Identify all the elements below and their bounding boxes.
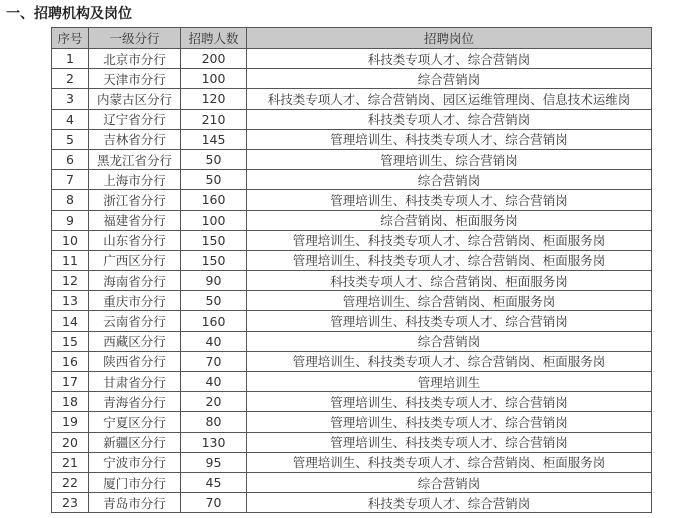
table-row xyxy=(52,190,652,210)
table-row xyxy=(52,250,652,270)
row-positions: 管理培训生、科技类专项人才、综合营销岗、柜面服务岗 xyxy=(247,351,652,371)
table-row xyxy=(52,49,652,69)
row-index: 9 xyxy=(52,210,89,230)
row-branch: 宁夏区分行 xyxy=(89,412,181,432)
header-index: 序号 xyxy=(52,28,89,49)
row-positions: 管理培训生、科技类专项人才、综合营销岗、柜面服务岗 xyxy=(247,250,652,270)
row-positions: 管理培训生、科技类专项人才、综合营销岗 xyxy=(247,432,652,452)
table-header-row xyxy=(52,28,652,49)
table-row xyxy=(52,89,652,109)
table-row xyxy=(52,129,652,149)
table-row xyxy=(52,170,652,190)
table-row xyxy=(52,372,652,392)
row-index: 11 xyxy=(52,250,89,270)
row-index: 2 xyxy=(52,69,89,89)
row-index: 3 xyxy=(52,89,89,109)
row-index: 8 xyxy=(52,190,89,210)
row-count: 95 xyxy=(181,452,247,472)
table-row xyxy=(52,271,652,291)
row-positions: 管理培训生、综合营销岗 xyxy=(247,149,652,169)
row-count: 150 xyxy=(181,250,247,270)
row-positions: 科技类专项人才、综合营销岗、园区运维管理岗、信息技术运维岗 xyxy=(247,89,652,109)
row-branch: 福建省分行 xyxy=(89,210,181,230)
row-count: 160 xyxy=(181,190,247,210)
row-count: 80 xyxy=(181,412,247,432)
row-branch: 宁波市分行 xyxy=(89,452,181,472)
row-branch: 陕西省分行 xyxy=(89,351,181,371)
row-count: 40 xyxy=(181,372,247,392)
row-positions: 管理培训生、科技类专项人才、综合营销岗 xyxy=(247,190,652,210)
row-branch: 青海省分行 xyxy=(89,392,181,412)
row-positions: 综合营销岗 xyxy=(247,69,652,89)
row-index: 23 xyxy=(52,493,89,513)
row-positions: 管理培训生、科技类专项人才、综合营销岗、柜面服务岗 xyxy=(247,230,652,250)
row-index: 20 xyxy=(52,432,89,452)
row-index: 18 xyxy=(52,392,89,412)
row-positions: 综合营销岗 xyxy=(247,472,652,492)
table-row xyxy=(52,432,652,452)
row-index: 7 xyxy=(52,170,89,190)
row-branch: 辽宁省分行 xyxy=(89,109,181,129)
table-row xyxy=(52,311,652,331)
row-branch: 北京市分行 xyxy=(89,49,181,69)
row-count: 20 xyxy=(181,392,247,412)
row-branch: 黑龙江省分行 xyxy=(89,149,181,169)
row-positions: 管理培训生 xyxy=(247,372,652,392)
row-count: 120 xyxy=(181,89,247,109)
row-count: 160 xyxy=(181,311,247,331)
row-count: 200 xyxy=(181,49,247,69)
row-positions: 科技类专项人才、综合营销岗 xyxy=(247,493,652,513)
table-row xyxy=(52,452,652,472)
row-count: 100 xyxy=(181,69,247,89)
row-positions: 科技类专项人才、综合营销岗 xyxy=(247,49,652,69)
row-positions: 管理培训生、科技类专项人才、综合营销岗 xyxy=(247,412,652,432)
row-count: 50 xyxy=(181,291,247,311)
table-row xyxy=(52,472,652,492)
row-count: 100 xyxy=(181,210,247,230)
row-positions: 科技类专项人才、综合营销岗 xyxy=(247,109,652,129)
row-branch: 内蒙古区分行 xyxy=(89,89,181,109)
table-row xyxy=(52,412,652,432)
recruitment-table xyxy=(51,27,652,513)
row-count: 145 xyxy=(181,129,247,149)
row-index: 15 xyxy=(52,331,89,351)
row-positions: 科技类专项人才、综合营销岗、柜面服务岗 xyxy=(247,271,652,291)
row-count: 45 xyxy=(181,472,247,492)
row-positions: 综合营销岗 xyxy=(247,331,652,351)
row-count: 90 xyxy=(181,271,247,291)
row-branch: 浙江省分行 xyxy=(89,190,181,210)
table-row xyxy=(52,392,652,412)
table-row xyxy=(52,351,652,371)
row-positions: 管理培训生、科技类专项人才、综合营销岗、柜面服务岗 xyxy=(247,452,652,472)
row-positions: 管理培训生、综合营销岗、柜面服务岗 xyxy=(247,291,652,311)
row-count: 50 xyxy=(181,149,247,169)
header-branch: 一级分行 xyxy=(89,28,181,49)
row-index: 5 xyxy=(52,129,89,149)
row-index: 22 xyxy=(52,472,89,492)
row-index: 6 xyxy=(52,149,89,169)
row-count: 150 xyxy=(181,230,247,250)
row-branch: 山东省分行 xyxy=(89,230,181,250)
row-index: 12 xyxy=(52,271,89,291)
row-branch: 天津市分行 xyxy=(89,69,181,89)
table-row xyxy=(52,210,652,230)
row-branch: 厦门市分行 xyxy=(89,472,181,492)
row-positions: 综合营销岗 xyxy=(247,170,652,190)
row-branch: 甘肃省分行 xyxy=(89,372,181,392)
table-row xyxy=(52,291,652,311)
row-count: 210 xyxy=(181,109,247,129)
row-positions: 管理培训生、科技类专项人才、综合营销岗 xyxy=(247,311,652,331)
table-row xyxy=(52,493,652,513)
row-count: 130 xyxy=(181,432,247,452)
table-row xyxy=(52,331,652,351)
row-count: 50 xyxy=(181,170,247,190)
header-positions: 招聘岗位 xyxy=(247,28,652,49)
row-index: 17 xyxy=(52,372,89,392)
header-count: 招聘人数 xyxy=(181,28,247,49)
table-row xyxy=(52,230,652,250)
row-index: 14 xyxy=(52,311,89,331)
row-count: 70 xyxy=(181,351,247,371)
row-positions: 综合营销岗、柜面服务岗 xyxy=(247,210,652,230)
row-positions: 管理培训生、科技类专项人才、综合营销岗 xyxy=(247,392,652,412)
row-count: 70 xyxy=(181,493,247,513)
row-branch: 海南省分行 xyxy=(89,271,181,291)
row-index: 4 xyxy=(52,109,89,129)
table-row xyxy=(52,69,652,89)
row-index: 19 xyxy=(52,412,89,432)
row-index: 10 xyxy=(52,230,89,250)
section-title: 一、招聘机构及岗位 xyxy=(6,6,132,22)
row-count: 40 xyxy=(181,331,247,351)
row-index: 21 xyxy=(52,452,89,472)
row-positions: 管理培训生、科技类专项人才、综合营销岗 xyxy=(247,129,652,149)
row-branch: 新疆区分行 xyxy=(89,432,181,452)
table-row xyxy=(52,149,652,169)
row-index: 1 xyxy=(52,49,89,69)
row-index: 16 xyxy=(52,351,89,371)
row-branch: 吉林省分行 xyxy=(89,129,181,149)
table-row xyxy=(52,109,652,129)
row-index: 13 xyxy=(52,291,89,311)
row-branch: 西藏区分行 xyxy=(89,331,181,351)
row-branch: 青岛市分行 xyxy=(89,493,181,513)
row-branch: 重庆市分行 xyxy=(89,291,181,311)
row-branch: 云南省分行 xyxy=(89,311,181,331)
row-branch: 广西区分行 xyxy=(89,250,181,270)
row-branch: 上海市分行 xyxy=(89,170,181,190)
